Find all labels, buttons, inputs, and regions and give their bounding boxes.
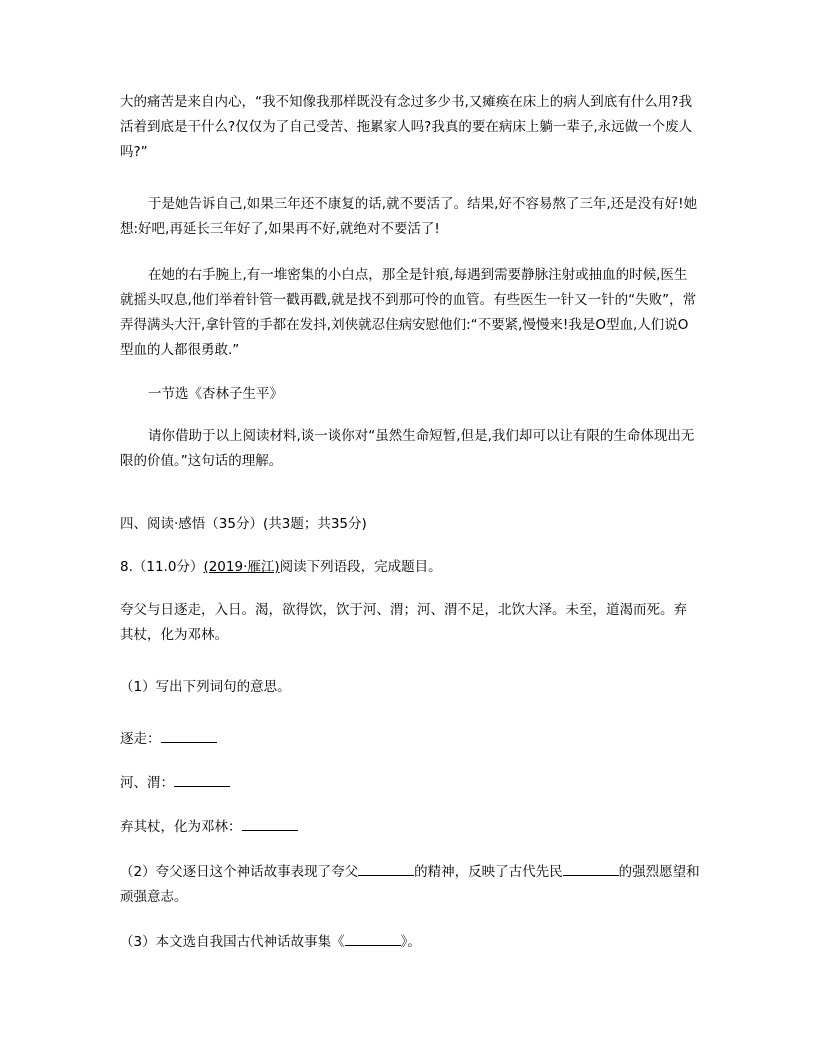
sub-question-2-text: 的强烈愿望和顽强意志。 — [120, 864, 700, 905]
answer-blank[interactable] — [345, 933, 401, 946]
item-3-label: 弃其杖，化为邓林： — [120, 819, 242, 835]
answer-blank[interactable] — [358, 863, 414, 876]
passage-prompt: 请你借助于以上阅读材料,谈一谈你对“虽然生命短暂,但是,我们却可以让有限的生命体现出无限的价值。”这句话的理解。 — [120, 428, 695, 469]
item-1 — [120, 727, 700, 752]
sub-question-3-text: 》。 — [400, 934, 421, 950]
question-8-header — [120, 555, 700, 580]
section-title: 四、阅读·感悟（35分）(共3题；共35分) — [120, 516, 367, 532]
item-3 — [120, 815, 700, 840]
passage-paragraph-3: 在她的右手腕上,有一堆密集的小白点，那全是针痕,每遇到需要静脉注射或抽血的时候,医生就摇头叹息,他们举着针管一戳再戳,就是找不到那可怜的血管。有些医生一针又一针的“失败”，常弄得满头大汗,拿针管的手都在发抖,刘侠就忍住病安慰他们:“不要紧,慢慢来!我是O型血,人们说O型血的人都很勇敢.” — [120, 267, 697, 358]
sub-question-1: （1）写出下列词句的意思。 — [120, 679, 291, 695]
classical-text: 夸父与日逐走，入日。渴，欲得饮，饮于河、渭；河、渭不足，北饮大泽。未至，道渴而死。弃其杖，化为邓林。 — [120, 602, 687, 643]
sub-question-2-text: （2）夸父逐日这个神话故事表现了夸父 — [120, 864, 359, 880]
sub-question-2-text: 的精神，反映了古代先民 — [414, 864, 563, 880]
item-2 — [120, 771, 700, 796]
passage-paragraph-2: 于是她告诉自己,如果三年还不康复的话,就不要活了。结果,好不容易熬了三年,还是没有好!她想:好吧,再延长三年好了,如果再不好,就绝对不要活了! — [120, 196, 698, 237]
sub-question-3 — [120, 930, 700, 955]
question-source-link[interactable]: (2019·雁江) — [203, 559, 280, 575]
question-number: 8.（11.0分） — [120, 559, 204, 575]
answer-blank[interactable] — [174, 774, 230, 787]
sub-question-2 — [120, 860, 700, 910]
question-instruction: 阅读下列语段，完成题目。 — [279, 559, 442, 575]
answer-blank[interactable] — [161, 730, 217, 743]
answer-blank[interactable] — [563, 863, 619, 876]
item-1-label: 逐走： — [120, 731, 161, 747]
passage-paragraph-1: 大的痛苦是来自内心，“我不知像我那样既没有念过多少书,又瘫痪在床上的病人到底有什么用?我活着到底是干什么?仅仅为了自己受苦、拖累家人吗?我真的要在病床上躺一辈子,永远做一个废人吗?” — [120, 94, 693, 160]
sub-question-3-text: （3）本文选自我国古代神话故事集《 — [120, 934, 345, 950]
answer-blank[interactable] — [242, 818, 298, 831]
passage-source: 一节选《杏林子生平》 — [148, 386, 283, 402]
item-2-label: 河、渭： — [120, 775, 174, 791]
